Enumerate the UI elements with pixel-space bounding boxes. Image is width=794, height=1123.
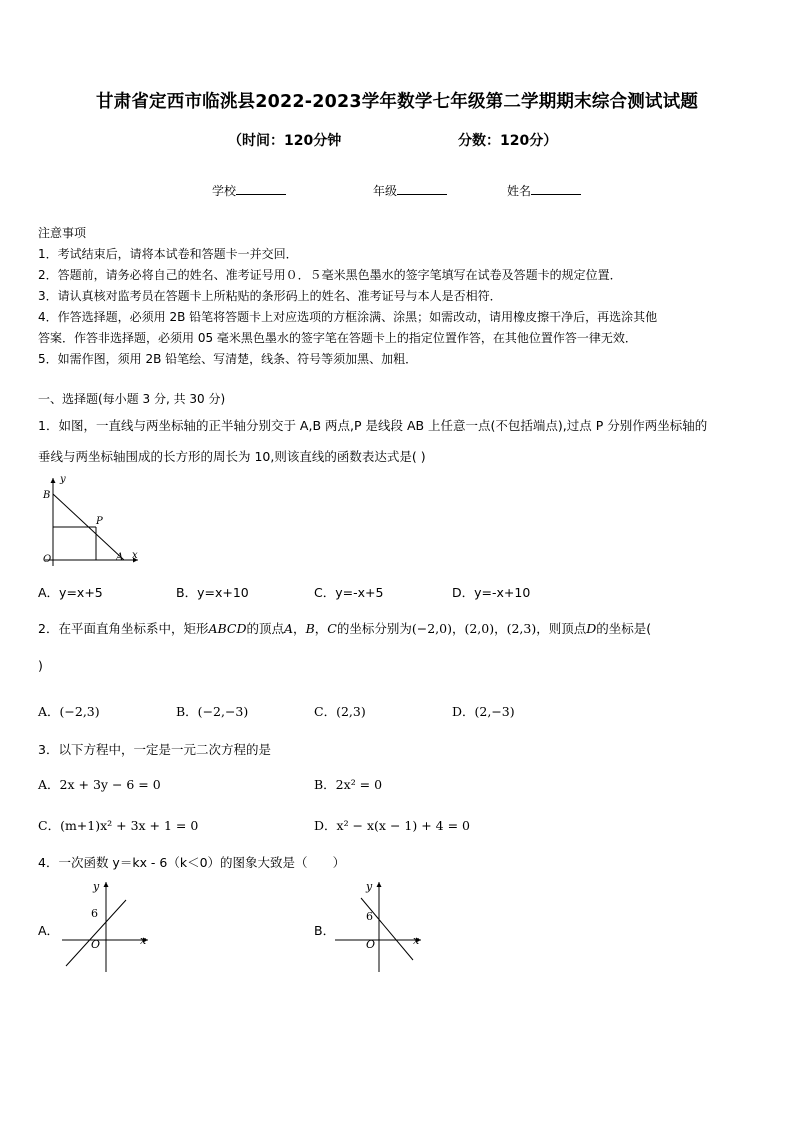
q2-option-b[interactable]: B．(−2,−3) <box>176 704 249 719</box>
label-a: A <box>116 552 124 563</box>
notice-item: 4．作答选择题，必须用 2B 铅笔将答题卡上对应选项的方框涂满、涂黑；如需改动，请用橡皮擦干净后，再选涂其他 <box>38 310 658 324</box>
q2-abcd: ABCD <box>208 621 247 636</box>
q1-option-c[interactable]: C．y=-x+5 <box>314 585 384 600</box>
name-label: 姓名 <box>507 184 532 198</box>
q2-sep2: ， <box>314 621 328 636</box>
q2-a: A <box>284 621 294 636</box>
y-axis-arrow <box>104 882 109 887</box>
name-field[interactable] <box>507 182 581 199</box>
q4-graph-a[interactable] <box>60 878 152 974</box>
q2-option-c[interactable]: C．(2,3) <box>314 704 366 719</box>
notice-item: 答案．作答非选择题，必须用 05 毫米黑色墨水的签字笔在答题卡上的指定位置作答，在其他位置作答一律无效． <box>38 331 637 345</box>
exam-time: （时间：120分钟 <box>228 133 342 149</box>
q2-d: D <box>586 621 597 636</box>
q2-suffix: 的坐标是( <box>596 621 652 636</box>
q2-option-d[interactable]: D．(2,−3) <box>452 704 515 719</box>
notice-item: 3．请认真核对监考员在答题卡上所粘贴的条形码上的姓名、准考证号与本人是否相符． <box>38 289 502 303</box>
q2-c: C <box>327 621 337 636</box>
q2-b: B <box>305 621 315 636</box>
label-x: x <box>413 934 420 947</box>
label-y: y <box>60 474 66 485</box>
notice-item: 1．考试结束后，请将本试卷和答题卡一并交回． <box>38 247 298 261</box>
q2-stem-line2: ) <box>38 658 43 673</box>
label-p: P <box>96 516 103 527</box>
q1-stem-line1: 1．如图，一直线与两坐标轴的正半轴分别交于 A,B 两点,P 是线段 AB 上任意一点(不包括端点),过点 P 分别作两坐标轴的 <box>38 418 708 433</box>
school-label: 学校 <box>212 184 237 198</box>
y-axis-arrow <box>377 882 382 887</box>
notice-heading: 注意事项 <box>38 226 87 240</box>
label-o: O <box>366 938 376 951</box>
label-b: B <box>43 490 51 501</box>
q3-option-b[interactable]: B．2x² = 0 <box>314 777 383 792</box>
school-field[interactable] <box>212 182 286 199</box>
label-o: O <box>91 938 101 951</box>
q4-option-b[interactable]: B． <box>314 923 336 938</box>
name-blank[interactable] <box>531 182 581 195</box>
q1-figure <box>36 474 142 570</box>
school-blank[interactable] <box>236 182 286 195</box>
q3-option-c[interactable]: C．(m+1)x² + 3x + 1 = 0 <box>38 818 199 833</box>
q2-mid2: 的坐标分别为 <box>336 621 412 636</box>
q2-prefix: 2．在平面直角坐标系中，矩形 <box>38 621 209 636</box>
q3-option-a[interactable]: A．2x + 3y − 6 = 0 <box>38 777 161 792</box>
notice-item: 5．如需作图，须用 2B 铅笔绘、写清楚，线条、符号等须加黑、加粗． <box>38 352 418 366</box>
label-y: y <box>366 880 373 893</box>
q4-option-a[interactable]: A． <box>38 923 60 938</box>
section-heading: 一、选择题(每小题 3 分, 共 30 分) <box>38 392 226 406</box>
q2-mid3: ，则顶点 <box>536 621 587 636</box>
q2-stem-line1 <box>38 619 651 637</box>
q2-mid1: 的顶点 <box>246 621 285 636</box>
q2-option-a[interactable]: A．(−2,3) <box>38 704 100 719</box>
notice-item: 2．答题前，请务必将自己的姓名、准考证号用０．５毫米黑色墨水的签字笔填写在试卷及答题卡的规定位置． <box>38 268 622 282</box>
q3-stem: 3．以下方程中，一定是一元二次方程的是 <box>38 742 271 757</box>
q4-graph-b[interactable] <box>333 878 425 974</box>
q2-coords: (−2,0)，(2,0)，(2,3) <box>411 621 537 636</box>
q1-option-b[interactable]: B．y=x+10 <box>176 585 249 600</box>
label-x: x <box>132 550 138 561</box>
page-title: 甘肃省定西市临洮县2022-2023学年数学七年级第二学期期末综合测试试题 <box>95 92 699 112</box>
label-six: 6 <box>91 907 98 920</box>
grade-label: 年级 <box>373 184 398 198</box>
y-axis-arrow <box>51 478 56 483</box>
q1-option-a[interactable]: A．y=x+5 <box>38 585 103 600</box>
grade-field[interactable] <box>373 182 447 199</box>
q4-stem: 4．一次函数 y＝kx - 6（k＜0）的图象大致是（ ） <box>38 855 346 870</box>
label-six: 6 <box>366 910 373 923</box>
label-x: x <box>140 934 147 947</box>
q3-option-d[interactable]: D．x² − x(x − 1) + 4 = 0 <box>314 818 470 833</box>
q1-option-d[interactable]: D．y=-x+10 <box>452 585 531 600</box>
grade-blank[interactable] <box>397 182 447 195</box>
label-y: y <box>93 880 100 893</box>
exam-score: 分数：120分） <box>458 133 558 149</box>
q1-stem-line2: 垂线与两坐标轴围成的长方形的周长为 10,则该直线的函数表达式是( ) <box>38 449 426 464</box>
label-o: O <box>43 554 52 565</box>
q2-sep1: ， <box>293 621 306 636</box>
